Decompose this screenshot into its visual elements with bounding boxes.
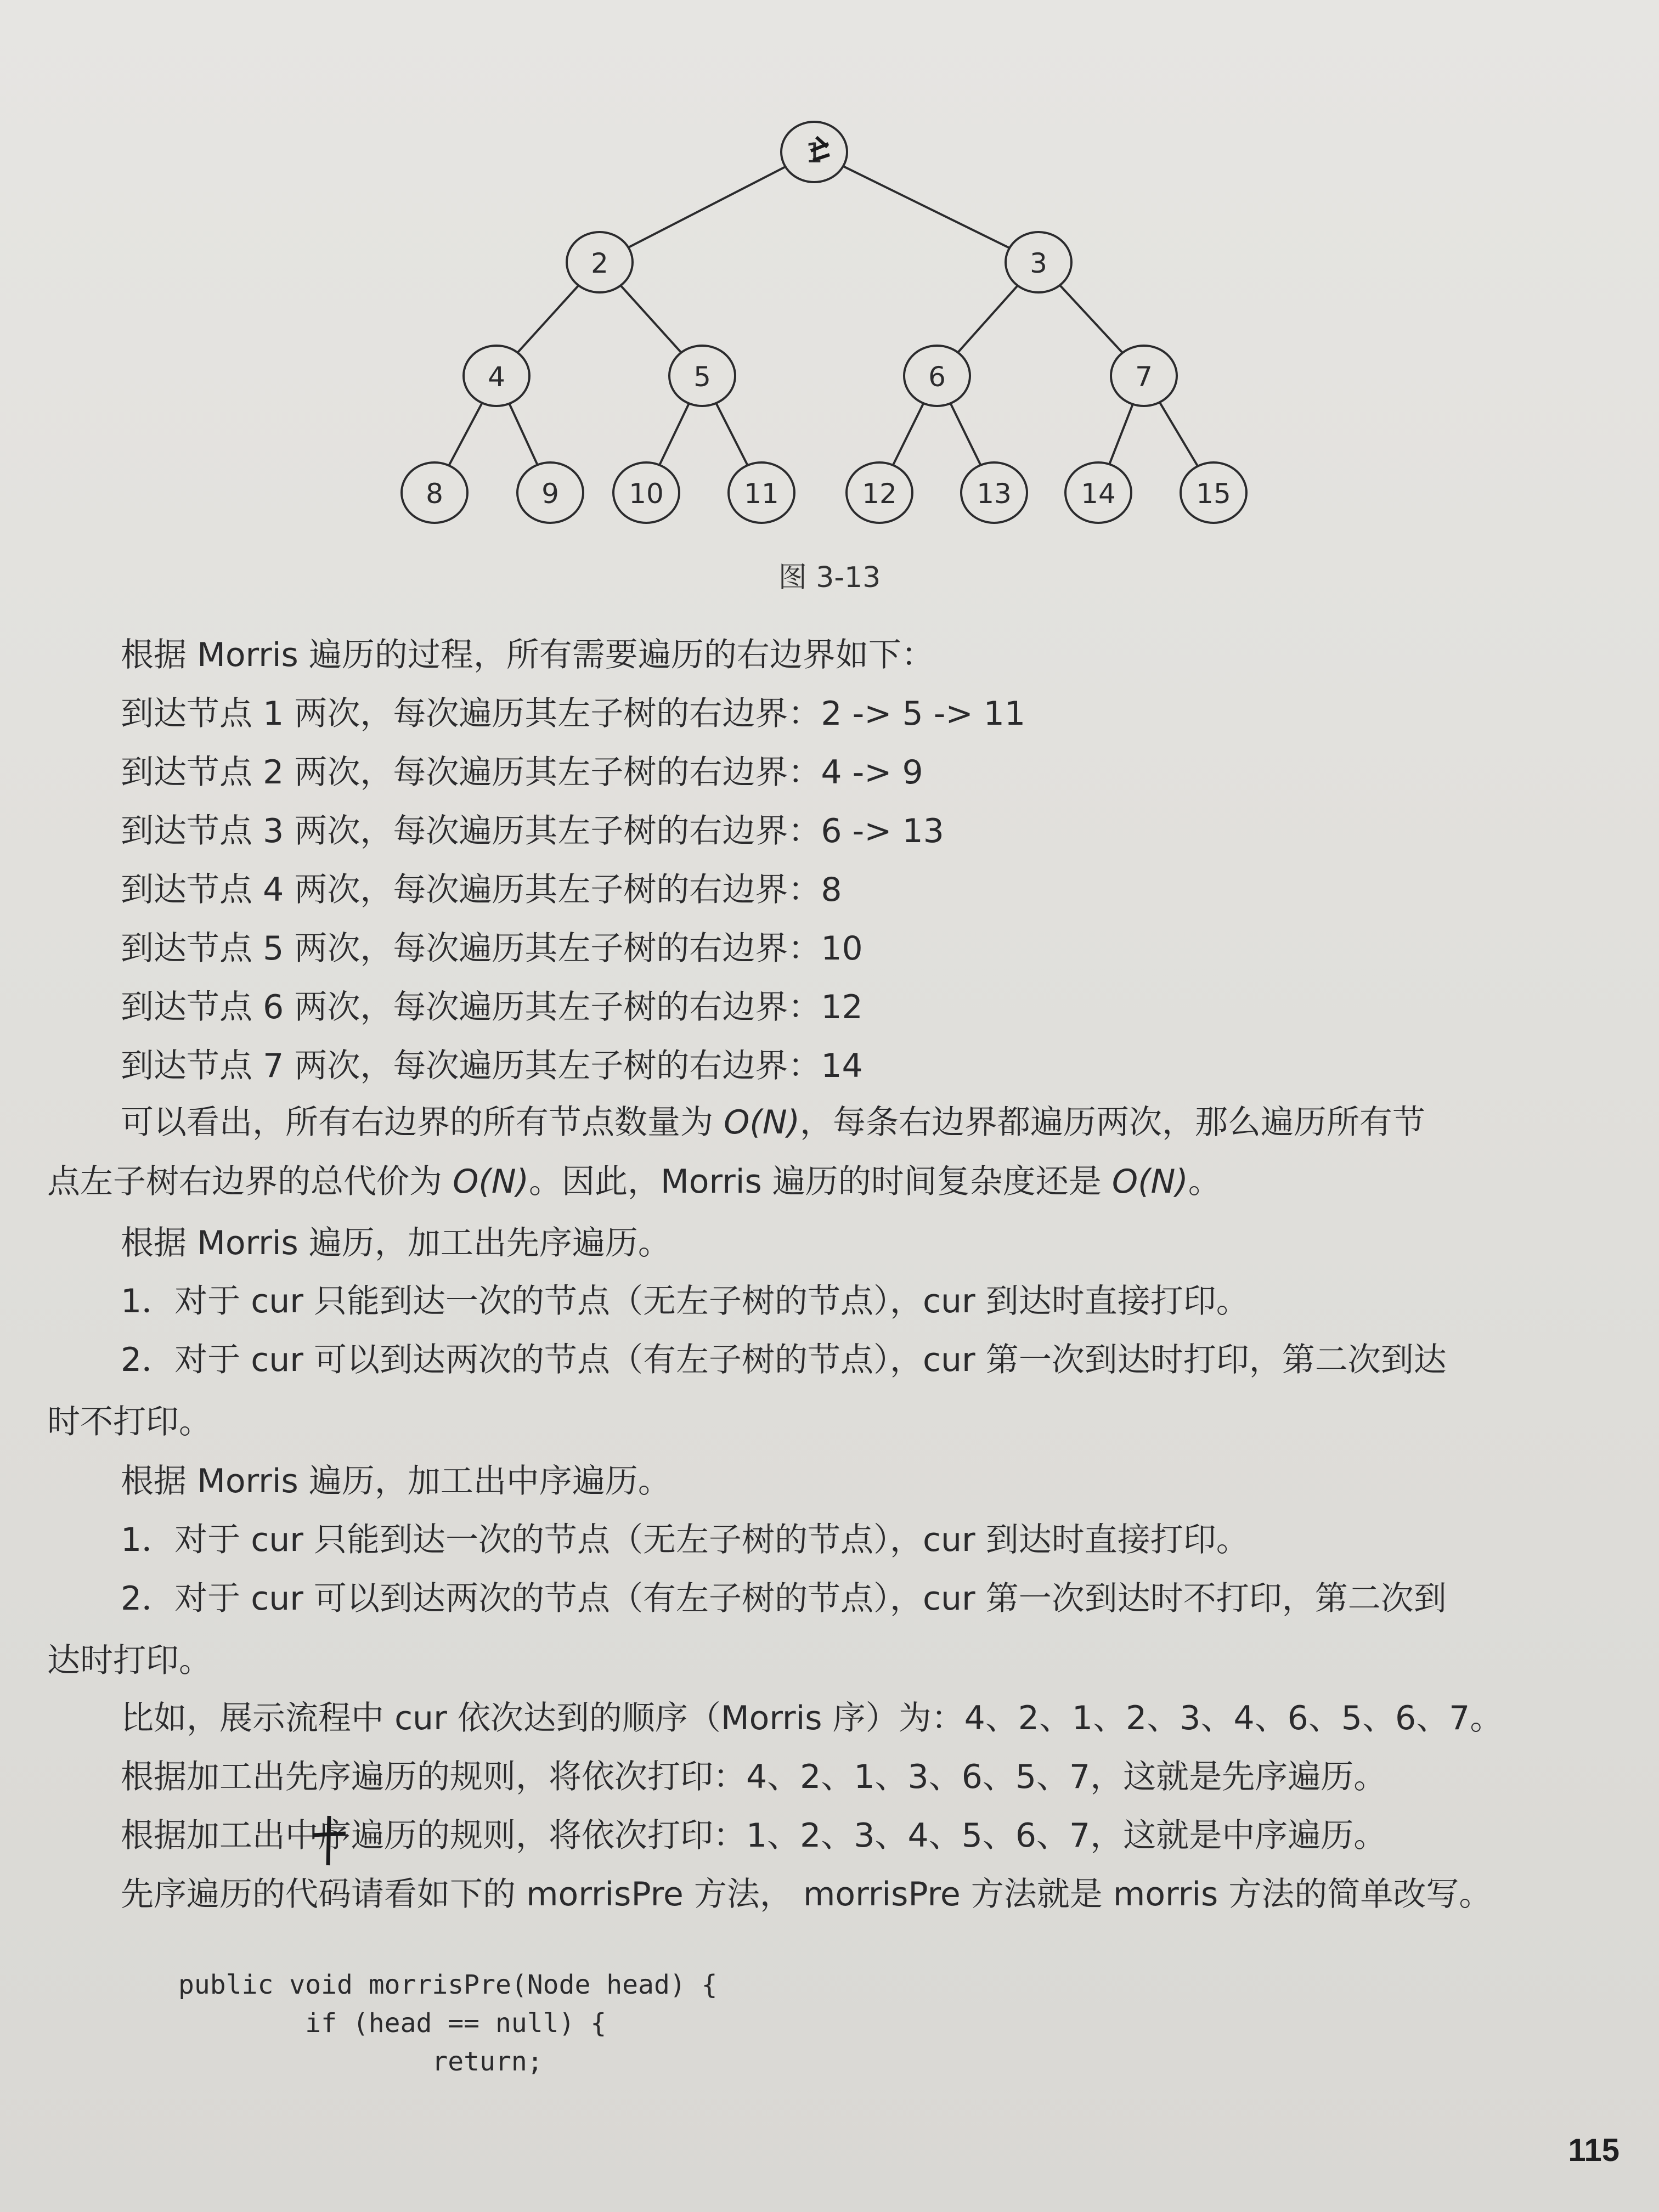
tree-node-label: 1	[805, 137, 823, 169]
inorder-rule-2-cont: 达时打印。	[47, 1641, 212, 1680]
code-line: if (head == null) {	[178, 2008, 607, 2039]
preorder-rule-2-cont: 时不打印。	[47, 1403, 212, 1441]
example-line: 根据加工出中序遍历的规则，将依次打印：1、2、3、4、5、6、7，这就是中序遍历。	[121, 1816, 1387, 1855]
paragraph-line: 到达节点 6 两次，每次遍历其左子树的右边界：12	[121, 988, 863, 1026]
paragraph-line: 到达节点 4 两次，每次遍历其左子树的右边界：8	[121, 871, 842, 909]
tree-node-label: 10	[629, 478, 664, 510]
edge-1-2	[600, 152, 814, 262]
preorder-rule-1: 1．对于 cur 只能到达一次的节点（无左子树的节点），cur 到达时直接打印。	[121, 1282, 1249, 1321]
text-span: ，每条右边界都遍历两次，那么遍历所有节	[800, 1103, 1426, 1142]
complexity-line-1	[121, 1099, 1613, 1146]
text-span: 可以看出，所有右边界的所有节点数量为	[121, 1103, 724, 1142]
inorder-intro: 根据 Morris 遍历，加工出中序遍历。	[121, 1462, 671, 1500]
preorder-intro: 根据 Morris 遍历，加工出先序遍历。	[121, 1224, 671, 1262]
tree-node-label: 9	[541, 478, 559, 510]
code-line: return;	[178, 2046, 543, 2077]
page-number: 115	[1568, 2132, 1620, 2168]
figure-caption: 图 3-13	[778, 561, 881, 594]
tree-node-label: 7	[1135, 361, 1153, 393]
text-span: 。	[1188, 1163, 1221, 1201]
tree-node-label: 11	[744, 478, 779, 510]
paragraph-line: 到达节点 1 两次，每次遍历其左子树的右边界：2 -> 5 -> 11	[121, 695, 1026, 733]
inorder-rule-1: 1．对于 cur 只能到达一次的节点（无左子树的节点），cur 到达时直接打印。	[121, 1521, 1249, 1559]
tree-node-label: 6	[928, 361, 946, 393]
big-o-notation: O(N)	[724, 1103, 800, 1142]
complexity-line-2	[47, 1159, 1539, 1205]
tree-node-label: 4	[488, 361, 505, 393]
pen-cross-mark	[307, 1810, 351, 1871]
big-o-notation: O(N)	[1111, 1163, 1188, 1201]
inorder-rule-2: 2．对于 cur 可以到达两次的节点（有左子树的节点），cur 第一次到达时不打印，第二次到	[121, 1579, 1447, 1618]
binary-tree-figure	[0, 0, 1659, 549]
example-line: 根据加工出先序遍历的规则，将依次打印：4、2、1、3、6、5、7，这就是先序遍历。	[121, 1758, 1387, 1796]
paragraph-line: 根据 Morris 遍历的过程，所有需要遍历的右边界如下：	[121, 636, 934, 674]
tree-node-label: 12	[862, 478, 897, 510]
tree-node-label: 8	[426, 478, 443, 510]
text-span: 点左子树右边界的总代价为	[47, 1163, 453, 1201]
paragraph-line: 到达节点 3 两次，每次遍历其左子树的右边界：6 -> 13	[121, 812, 944, 850]
tree-node-label: 13	[977, 478, 1012, 510]
tree-node-label: 14	[1081, 478, 1116, 510]
tree-node-label: 15	[1196, 478, 1231, 510]
edge-1-3	[814, 152, 1039, 262]
example-line: 比如，展示流程中 cur 依次达到的顺序（Morris 序）为：4、2、1、2、3、4、6、5、6、7。	[121, 1699, 1503, 1737]
code-line: public void morrisPre(Node head) {	[178, 1970, 718, 2000]
paragraph-line: 到达节点 2 两次，每次遍历其左子树的右边界：4 -> 9	[121, 753, 923, 792]
text-span: 。因此，Morris 遍历的时间复杂度还是	[529, 1163, 1112, 1201]
tree-edges	[435, 152, 1214, 493]
tree-node-label: 5	[693, 361, 711, 393]
big-o-notation: O(N)	[453, 1163, 529, 1201]
tree-node-label: 2	[591, 247, 608, 279]
paragraph-line: 到达节点 7 两次，每次遍历其左子树的右边界：14	[121, 1047, 863, 1085]
preorder-rule-2: 2．对于 cur 可以到达两次的节点（有左子树的节点），cur 第一次到达时打印，第二次到达	[121, 1341, 1447, 1379]
paragraph-line: 到达节点 5 两次，每次遍历其左子树的右边界：10	[121, 929, 863, 968]
example-line: 先序遍历的代码请看如下的 morrisPre 方法， morrisPre 方法就是 morris 方法的简单改写。	[121, 1875, 1492, 1914]
tree-node-label: 3	[1030, 247, 1047, 279]
